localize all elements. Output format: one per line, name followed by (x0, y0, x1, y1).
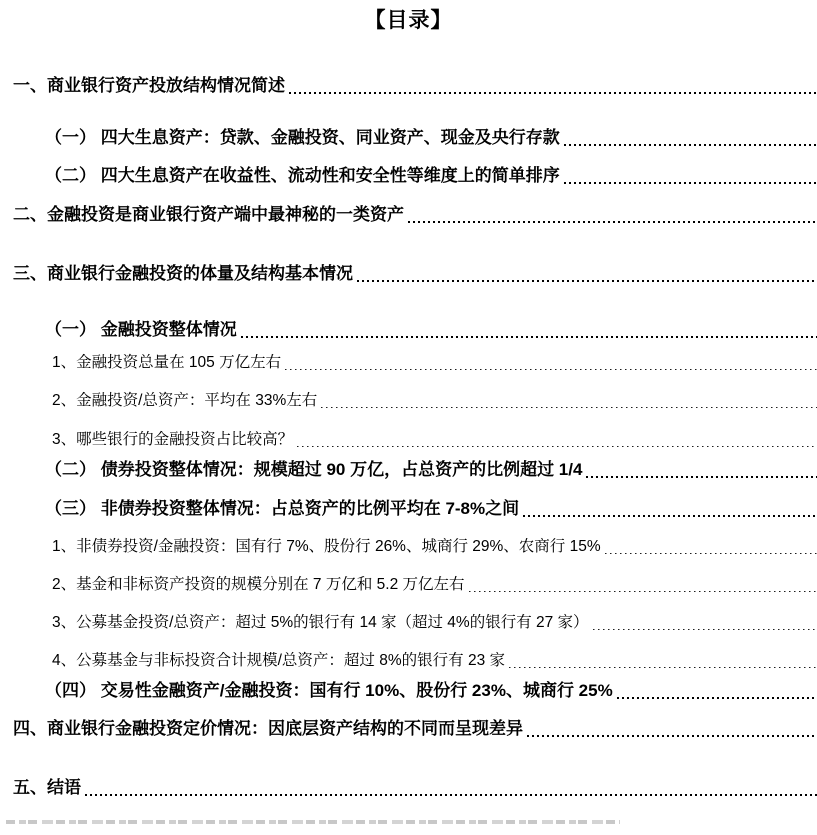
toc-entry-label: （一） 四大生息资产：贷款、金融投资、同业资产、现金及央行存款 (45, 128, 560, 147)
toc-entry-label: 2、金融投资/总资产：平均在 33%左右 (52, 392, 318, 409)
toc-entry[interactable] (13, 204, 817, 226)
dot-leader (85, 794, 817, 796)
dot-leader (321, 406, 817, 408)
toc-entry-label: 二、金融投资是商业银行资产端中最神秘的一类资产 (13, 205, 404, 224)
toc-entry-label: （三） 非债券投资整体情况：占总资产的比例平均在 7-8%之间 (45, 499, 520, 518)
toc-entry-label: 三、商业银行金融投资的体量及结构基本情况 (13, 264, 353, 283)
dot-leader (617, 697, 817, 699)
toc-entry-label: 4、公募基金与非标投资合计规模/总资产：超过 8%的银行有 23 家 (52, 652, 505, 669)
dot-leader (285, 368, 817, 370)
dot-leader (289, 92, 817, 94)
toc-entry-label: （二） 债券投资整体情况：规模超过 90 万亿，占总资产的比例超过 1/4 (45, 460, 583, 479)
toc-entry[interactable] (52, 430, 817, 450)
dot-leader (523, 515, 817, 517)
toc-entry[interactable] (13, 718, 817, 740)
toc-entry-label: 3、哪些银行的金融投资占比较高？ (52, 431, 294, 448)
toc-entry-label: 四、商业银行金融投资定价情况：因底层资产结构的不同而呈现差异 (13, 719, 523, 738)
dot-leader (408, 221, 817, 223)
toc-entry[interactable] (52, 575, 817, 595)
toc-entry[interactable] (13, 75, 817, 97)
dot-leader (564, 182, 817, 184)
toc-entry[interactable] (52, 537, 817, 557)
toc-entry[interactable] (13, 777, 817, 799)
toc-entry[interactable] (45, 319, 817, 341)
dot-leader (564, 144, 817, 146)
toc-entry[interactable] (52, 613, 817, 633)
dot-leader (509, 666, 817, 668)
toc-entry[interactable] (52, 353, 817, 373)
dot-leader (605, 552, 817, 554)
dot-leader (297, 445, 817, 447)
toc-entry[interactable] (13, 263, 817, 285)
toc-entry[interactable] (45, 498, 817, 520)
dot-leader (527, 735, 817, 737)
toc-entry[interactable] (45, 127, 817, 149)
dot-leader (357, 280, 817, 282)
toc-entry-label: 1、非债券投资/金融投资：国有行 7%、股份行 26%、城商行 29%、农商行 15% (52, 538, 601, 555)
toc-entry-label: （一） 金融投资整体情况 (45, 320, 237, 339)
clipped-text-line (6, 820, 620, 824)
toc-list (0, 75, 817, 799)
toc-entry[interactable] (45, 459, 817, 481)
toc-entry[interactable] (52, 651, 817, 671)
dot-leader (593, 628, 817, 630)
toc-entry-label: 1、金融投资总量在 105 万亿左右 (52, 354, 282, 371)
toc-entry-label: 3、公募基金投资/总资产：超过 5%的银行有 14 家（超过 4%的银行有 27 家） (52, 614, 589, 631)
toc-entry-label: 2、基金和非标资产投资的规模分别在 7 万亿和 5.2 万亿左右 (52, 576, 465, 593)
page-title: 【目录】 (364, 9, 453, 32)
toc-entry-label: （二） 四大生息资产在收益性、流动性和安全性等维度上的简单排序 (45, 166, 560, 185)
dot-leader (586, 476, 817, 478)
toc-entry-label: 五、结语 (13, 778, 81, 797)
toc-entry-label: 一、商业银行资产投放结构情况简述 (13, 76, 285, 95)
dot-leader (469, 590, 817, 592)
toc-entry[interactable] (45, 680, 817, 702)
toc-entry-label: （四） 交易性金融资产/金融投资：国有行 10%、股份行 23%、城商行 25% (45, 681, 613, 700)
toc-entry[interactable] (45, 165, 817, 187)
toc-entry[interactable] (52, 391, 817, 411)
dot-leader (241, 336, 817, 338)
